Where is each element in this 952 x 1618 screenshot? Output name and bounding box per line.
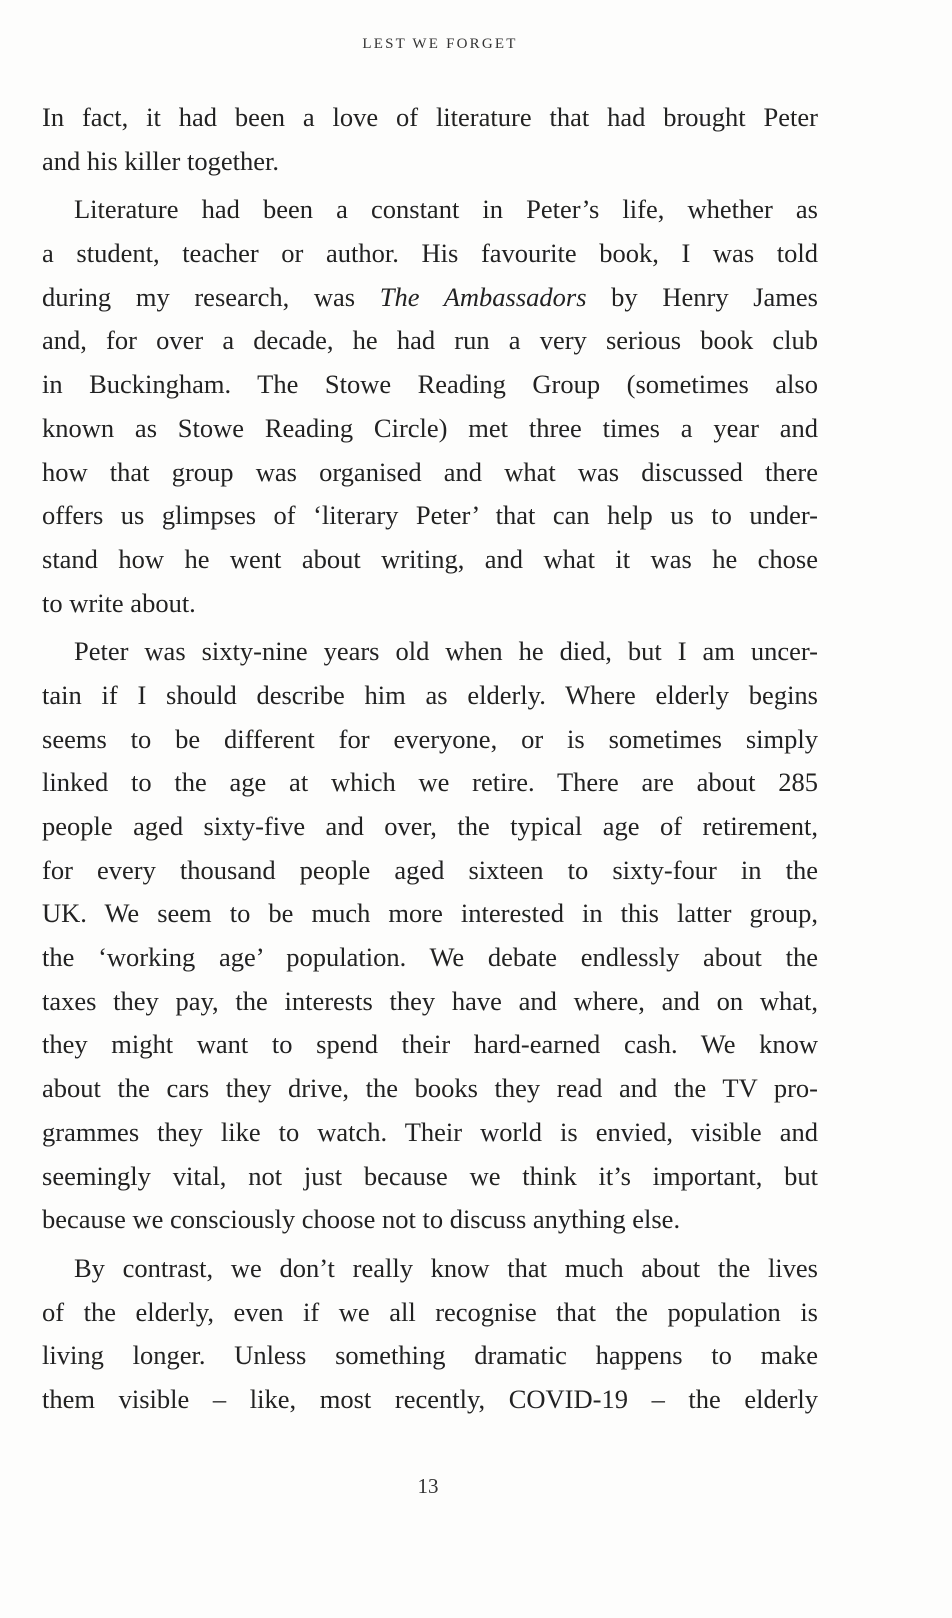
text-line: in Buckingham. The Stowe Reading Group (sometimes also <box>42 369 818 400</box>
text-line: tain if I should describe him as elderly. Where elderly begins <box>42 679 818 710</box>
running-header: LEST WE FORGET <box>362 36 518 52</box>
text-line: and, for over a decade, he had run a very serious book club <box>42 325 818 356</box>
paragraph <box>42 1247 818 1422</box>
text-line: of the elderly, even if we all recognise that the population is <box>42 1296 818 1327</box>
text-line: taxes they pay, the interests they have and where, and on what, <box>42 985 818 1016</box>
text-line: because we consciously choose not to discuss anything else. <box>42 1204 681 1235</box>
paragraph <box>42 188 818 625</box>
text-line: In fact, it had been a love of literature that had brought Peter <box>42 102 818 132</box>
text-line: stand how he went about writing, and what it was he chose <box>42 543 818 574</box>
text-line: offers us glimpses of ‘literary Peter’ that can help us to under- <box>42 500 818 531</box>
text-line: about the cars they drive, the books they read and the TV pro- <box>42 1073 818 1104</box>
text-line: seems to be different for everyone, or is sometimes simply <box>42 723 818 754</box>
text-line: they might want to spend their hard-earned cash. We know <box>42 1029 818 1060</box>
text-line: during my research, was The Ambassadors by Henry James <box>42 281 818 312</box>
text-line: UK. We seem to be much more interested in this latter group, <box>42 898 818 929</box>
text-line: people aged sixty-five and over, the typical age of retirement, <box>42 811 818 841</box>
text-line: a student, teacher or author. His favourite book, I was told <box>42 238 818 269</box>
text-line: known as Stowe Reading Circle) met three times a year and <box>42 412 818 443</box>
text-line: Peter was sixty-nine years old when he died, but I am uncer- <box>74 636 818 667</box>
text-line: the ‘working age’ population. We debate endlessly about the <box>42 942 818 973</box>
text-line: to write about. <box>42 587 196 618</box>
text-line: Literature had been a constant in Peter’s life, whether as <box>74 194 818 225</box>
text-line: for every thousand people aged sixteen to sixty-four in the <box>42 854 818 885</box>
text-line: By contrast, we don’t really know that much about the lives <box>74 1252 818 1283</box>
text-line: linked to the age at which we retire. There are about 285 <box>42 767 818 798</box>
book-title: The Ambassadors <box>379 281 587 312</box>
body-text <box>42 96 818 1427</box>
text-line: them visible – like, most recently, COVID-19 – the elderly <box>42 1383 818 1414</box>
paragraph <box>42 630 818 1242</box>
text-line: living longer. Unless something dramatic happens to make <box>42 1340 818 1371</box>
text-line: seemingly vital, not just because we think it’s important, but <box>42 1160 818 1191</box>
text-line: grammes they like to watch. Their world is envied, visible and <box>42 1116 818 1147</box>
text-line: and his killer together. <box>42 145 279 176</box>
paragraph <box>42 96 818 183</box>
page-number: 13 <box>417 1474 439 1498</box>
text-line: how that group was organised and what was discussed there <box>42 456 818 487</box>
